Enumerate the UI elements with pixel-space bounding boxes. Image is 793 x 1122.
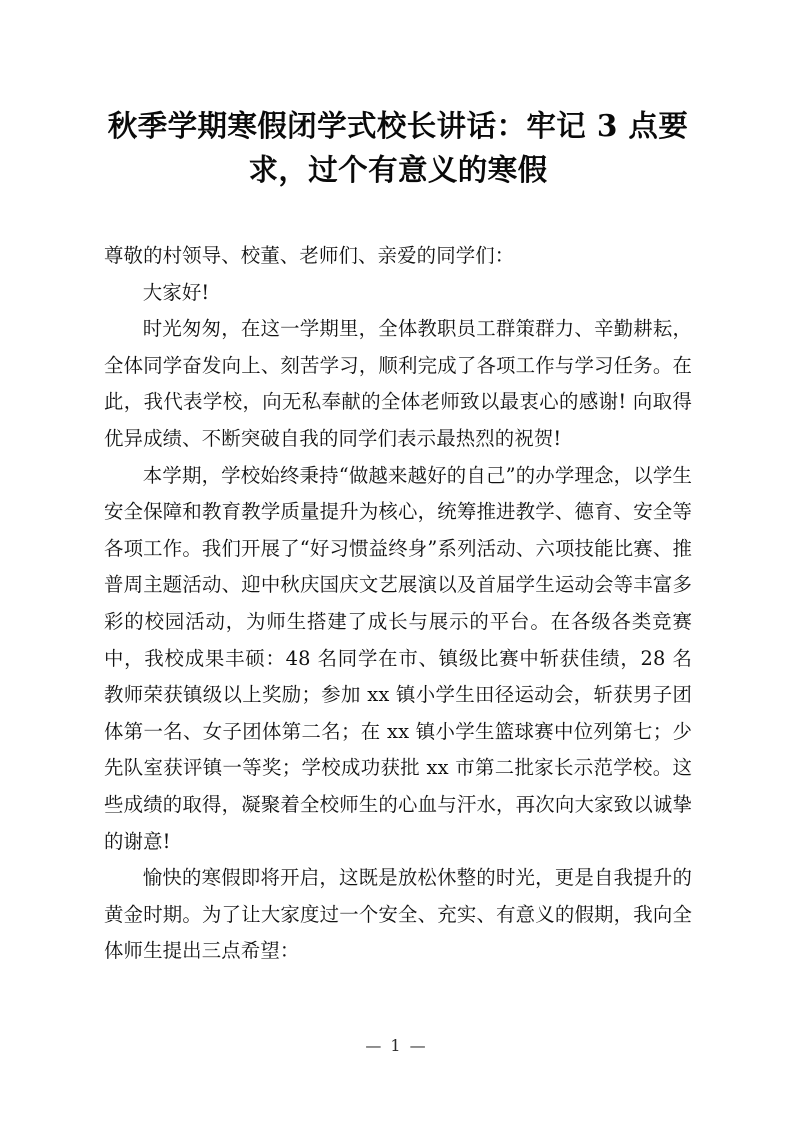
page-number: — 1 — <box>365 1036 428 1055</box>
paragraph-greeting: 大家好! <box>142 280 210 304</box>
page-title: 秋季学期寒假闭学式校长讲话：牢记 3 点要求，过个有意义的寒假 <box>107 108 689 187</box>
document-body <box>104 238 692 970</box>
paragraph-achievements: 本学期，学校始终秉持“做越来越好的自己”的办学理念，以学生安全保障和教育教学质量提升为核心，统筹推进教学、德育、安全等各项工作。我们开展了“好习惯益终身”系列活动、六项技能比赛、推普周主题活动、迎中秋庆国庆文艺展演以及首届学生运动会等丰富多彩的校园活动，为师生搭建了成长与展示的平台。在各级各类竞赛中，我校成果丰硕：48 名同学在市、镇级比赛中斩获佳绩，28 名教师荣获镇级以上奖励；参加 xx 镇小学生田径运动会，斩获男子团体第一名、女子团体第二名；在 xx 镇小学生篮球赛中位列第七；少先队室获评镇一等奖；学校成功获批 xx 市第二批家长示范学校。这些成绩的取得，凝聚着全校师生的心血与汗水，再次向大家致以诚挚的谢意! <box>104 463 692 853</box>
paragraph-salutation: 尊敬的村领导、校董、老师们、亲爱的同学们： <box>104 244 515 267</box>
paragraph-semester-review: 时光匆匆，在这一学期里，全体教职员工群策群力、辛勤耕耘，全体同学奋发向上、刻苦学习，顺利完成了各项工作与学习任务。在此，我代表学校，向无私奉献的全体老师致以最衷心的感谢! 向取得优异成绩、不断突破自我的同学们表示最热烈的祝贺! <box>104 317 692 450</box>
paragraph-winter-break-intro: 愉快的寒假即将开启，这既是放松休整的时光，更是自我提升的黄金时期。为了让大家度过一个安全、充实、有意义的假期，我向全体师生提出三点希望： <box>104 866 692 963</box>
